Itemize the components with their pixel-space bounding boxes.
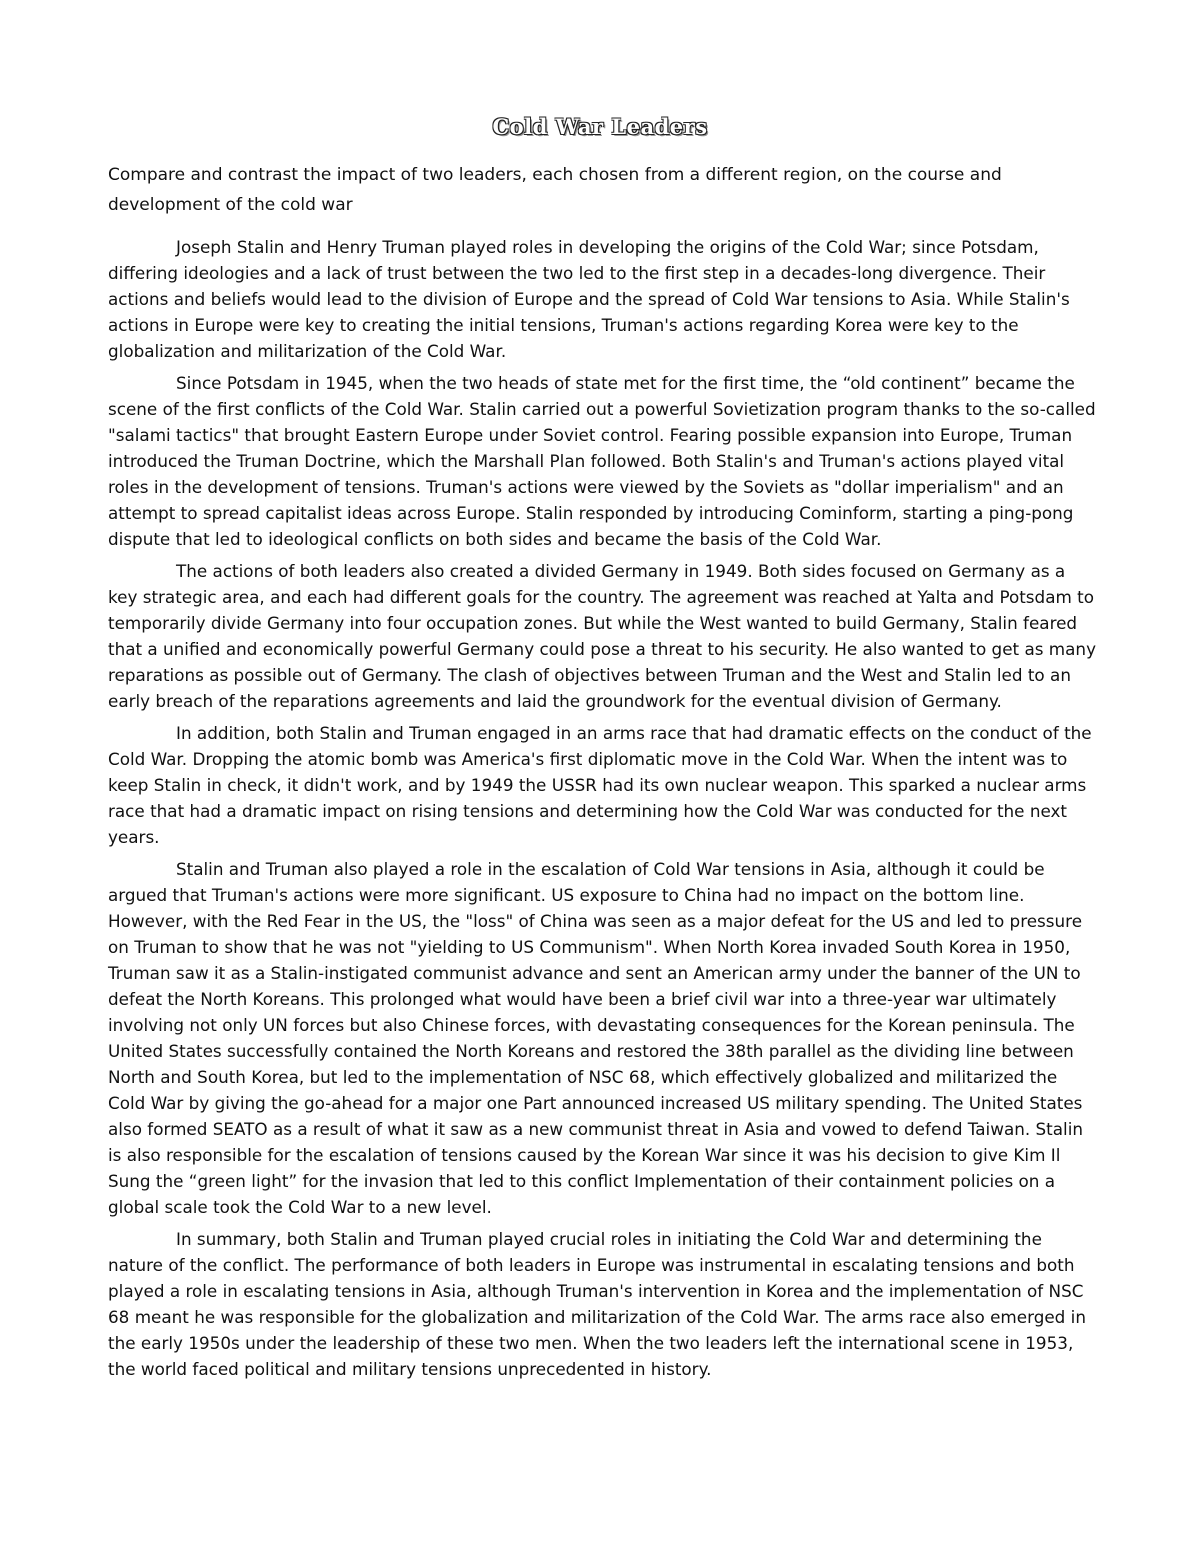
paragraph-germany: The actions of both leaders also created a divided Germany in 1949. Both sides focused on Germany as a key strategic area, and each had different goals for the country. The agreement was reached at Yalta and Potsdam to temporarily divide Germany into four occupation zones. But while the West wanted to build Germany, Stalin feared that a unified and economically powerful Germany could pose a threat to his security. He also wanted to get as many reparations as possible out of Germany. The clash of objectives between Truman and the West and Stalin led to an early breach of the reparations agreements and laid the groundwork for the eventual division of Germany. [108,561,1097,711]
paragraph-asia: Stalin and Truman also played a role in the escalation of Cold War tensions in Asia, although it could be argued that Truman's actions were more significant. US exposure to China had no impact on the bottom line. However, with the Red Fear in the US, the "loss" of China was seen as a major defeat for the US and led to pressure on Truman to show that he was not "yielding to US Communism". When North Korea invaded South Korea in 1950, Truman saw it as a Stalin-instigated communist advance and sent an American army under the banner of the UN to defeat the North Koreans. This prolonged what would have been a brief civil war into a three-year war ultimately involving not only UN forces but also Chinese forces, with devastating consequences for the Korean peninsula. The United States successfully contained the North Koreans and restored the 38th parallel as the dividing line between North and South Korea, but led to the implementation of NSC 68, which effectively globalized and militarized the Cold War by giving the go-ahead for a major one Part announced increased US military spending. The United States also formed SEATO as a result of what it saw as a new communist threat in Asia and vowed to defend Taiwan. Stalin is also responsible for the escalation of tensions caused by the Korean War since it was his decision to give Kim Il Sung the “green light” for the invasion that led to this conflict Implementation of their containment policies on a global scale took the Cold War to a new level. [108,859,1084,1217]
paragraph-europe: Since Potsdam in 1945, when the two heads of state met for the first time, the “old continent” became the scene of the first conflicts of the Cold War. Stalin carried out a powerful Sovietization program thanks to the so-called "salami tactics" that brought Eastern Europe under Soviet control. Fearing possible expansion into Europe, Truman introduced the Truman Doctrine, which the Marshall Plan followed. Both Stalin's and Truman's actions played vital roles in the development of tensions. Truman's actions were viewed by the Soviets as "dollar imperialism" and an attempt to spread capitalist ideas across Europe. Stalin responded by introducing Cominform, starting a ping-pong dispute that led to ideological conflicts on both sides and became the basis of the Cold War. [108,373,1096,549]
paragraph-arms-race: In addition, both Stalin and Truman engaged in an arms race that had dramatic effects on the conduct of the Cold War. Dropping the atomic bomb was America's first diplomatic move in the Cold War. When the intent was to keep Stalin in check, it didn't work, and by 1949 the USSR had its own nuclear weapon. This sparked a nuclear arms race that had a dramatic impact on rising tensions and determining how the Cold War was conducted for the next years. [108,723,1092,847]
paragraph-intro: Joseph Stalin and Henry Truman played roles in developing the origins of the Cold War; since Potsdam, differing ideologies and a lack of trust between the two led to the first step in a decades-long divergence. Their actions and beliefs would lead to the division of Europe and the spread of Cold War tensions to Asia. While Stalin's actions in Europe were key to creating the initial tensions, Truman's actions regarding Korea were key to the globalization and militarization of the Cold War. [108,237,1070,361]
document-title: Cold War Leaders [492,114,708,139]
essay-prompt: Compare and contrast the impact of two leaders, each chosen from a different region, on the course and development of the cold war [108,165,1002,215]
essay-body [108,234,1096,1388]
paragraph-conclusion: In summary, both Stalin and Truman played crucial roles in initiating the Cold War and determining the nature of the conflict. The performance of both leaders in Europe was instrumental in escalating tensions and both played a role in escalating tensions in Asia, although Truman's intervention in Korea and the implementation of NSC 68 meant he was responsible for the globalization and militarization of the Cold War. The arms race also emerged in the early 1950s under the leadership of these two men. When the two leaders left the international scene in 1953, the world faced political and military tensions unprecedented in history. [108,1229,1086,1379]
